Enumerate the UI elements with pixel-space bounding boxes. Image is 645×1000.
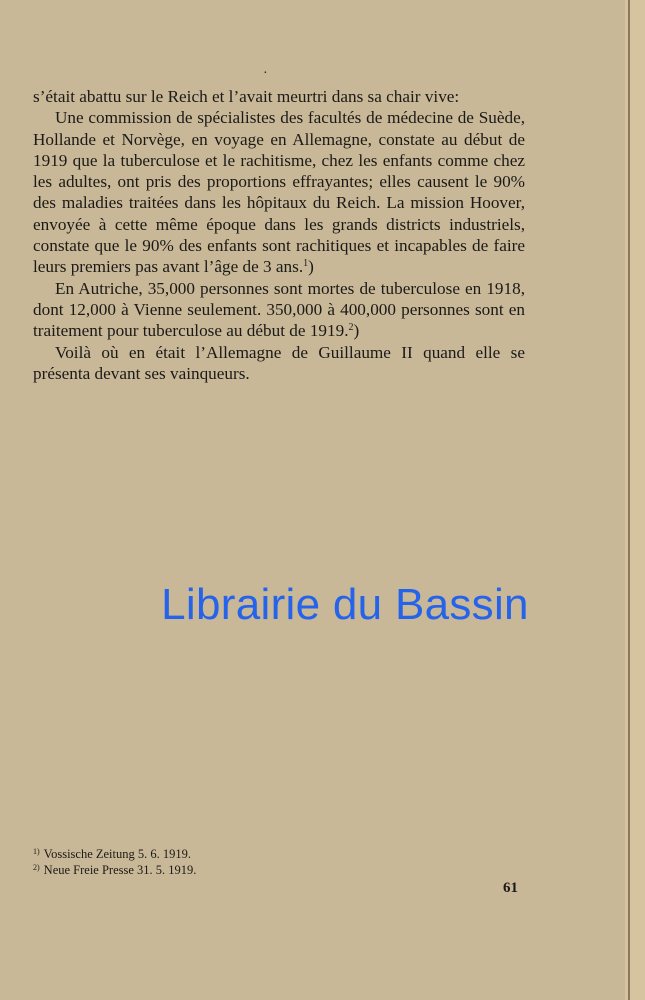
paragraph-3 (33, 278, 525, 342)
page-number: 61 (503, 880, 518, 896)
footnote-2 (33, 861, 196, 877)
page-edge-line (628, 0, 630, 1000)
footnote-ref-1-close: ) (308, 257, 314, 277)
paragraph-2 (33, 107, 525, 277)
paragraph-4: Voilà où en était l’Allemagne de Guillaume II quand elle se présenta devant ses vainqueurs. (33, 342, 525, 383)
paragraph-2-text: Une commission de spécialistes des facultés de médecine de Suède, Hollande et Norvège, en voyage en Allemagne, constate au début de 1919 que la tuberculose et le rachitisme, chez les enfants comme chez les adultes, ont pris des proportions effrayantes; elles causent le 90% des maladies traitées dans les hôpitaux du Reich. La mission Hoover, envoyée à cette même époque dans les grands districts industriels, constate que le 90% des enfants sont rachitiques et incapables de faire leurs premiers pas avant l’âge de 3 ans. (33, 108, 525, 277)
footnote-2-mark: 2) (33, 863, 40, 872)
footnote-ref-2-close: ) (353, 321, 360, 341)
footnote-ref-1: 1 (303, 258, 309, 270)
footnotes (33, 845, 196, 877)
page-dot: · (263, 66, 268, 81)
footnote-1-mark: 1) (33, 847, 40, 856)
footnote-ref-2: 2 (348, 322, 354, 334)
paragraph-3-text: En Autriche, 35,000 personnes sont mortes de tuberculose en 1918, dont 12,000 à Vienne seulement. 350,000 à 400,000 personnes sont en traitement pour tuberculose au début de 1919. (33, 278, 525, 341)
paragraph-1: s’était abattu sur le Reich et l’avait meurtri dans sa chair vive: (33, 87, 460, 106)
footnote-2-text: Neue Freie Presse 31. 5. 1919. (43, 863, 197, 877)
footnote-1 (33, 845, 196, 861)
body-text (33, 86, 525, 384)
watermark: Librairie du Bassin (161, 580, 529, 629)
footnote-1-text: Vossische Zeitung 5. 6. 1919. (43, 847, 192, 861)
